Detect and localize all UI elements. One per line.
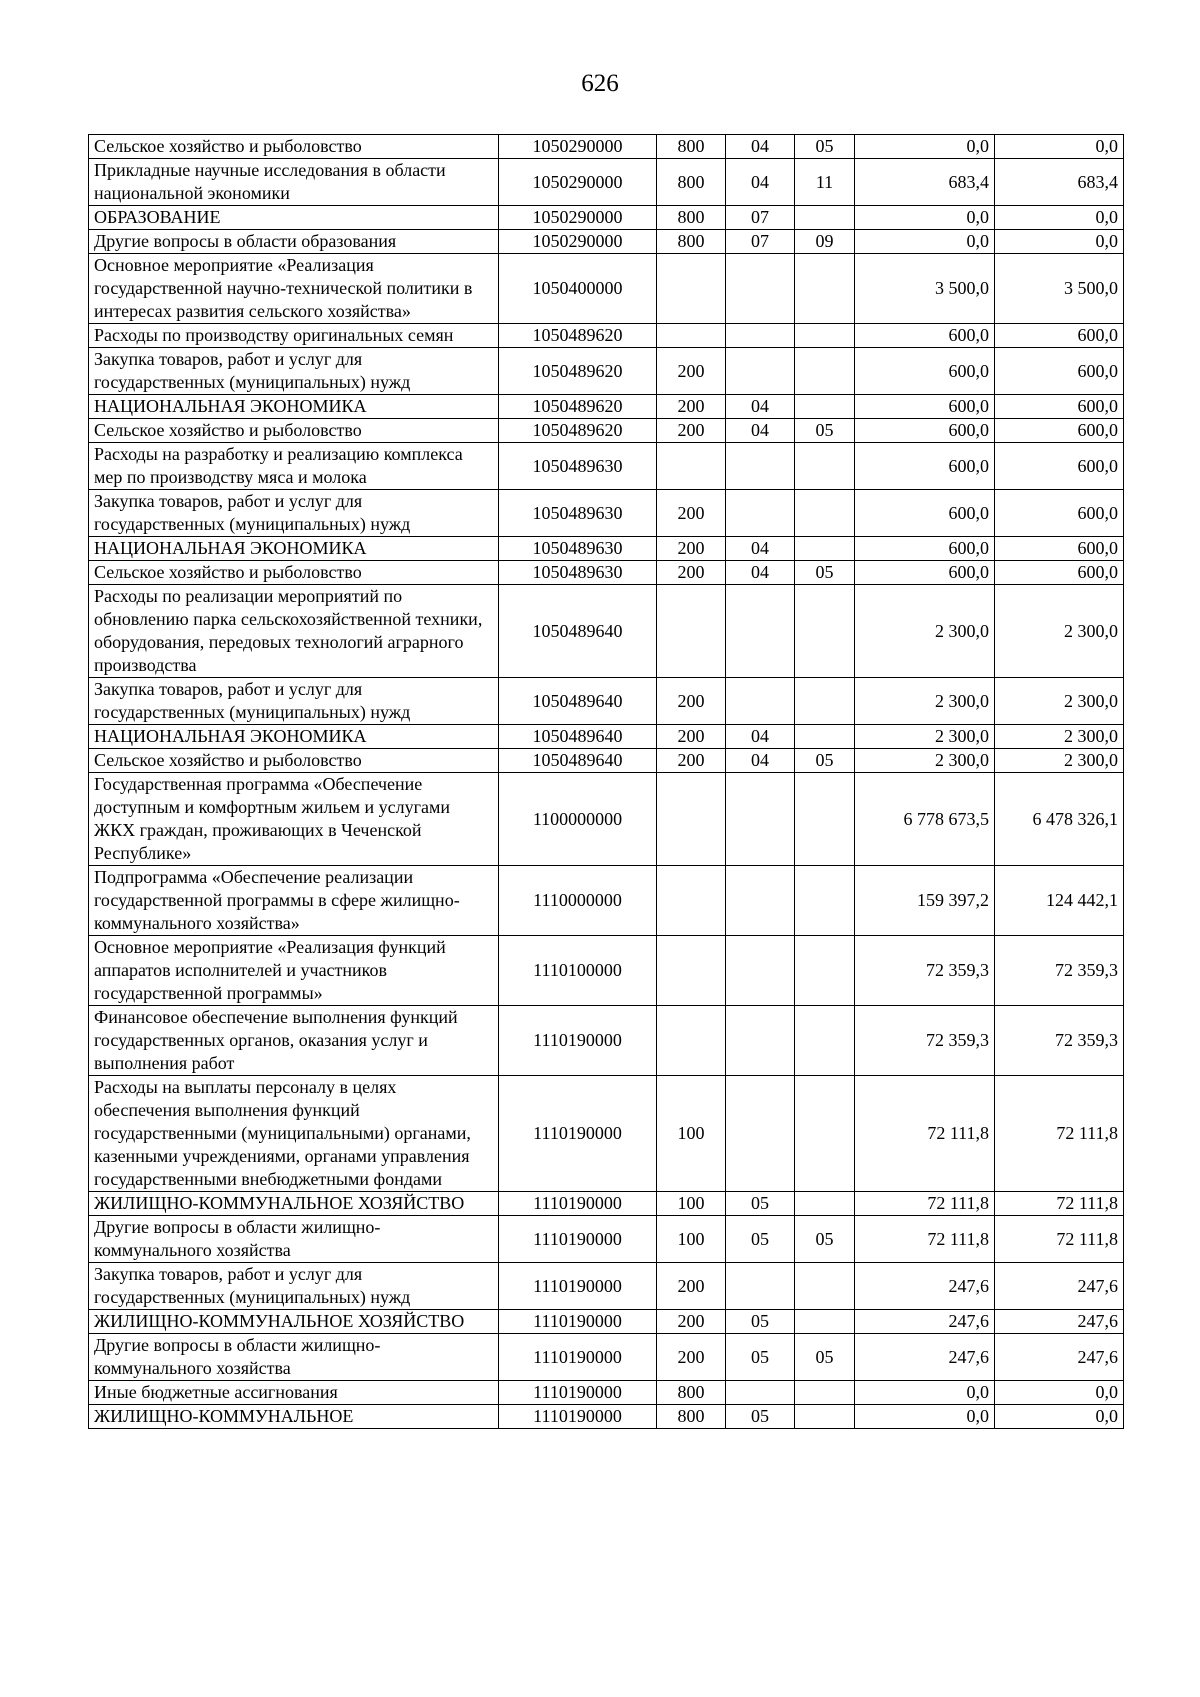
cell-subsection: 05 — [795, 1216, 855, 1263]
table-row — [89, 135, 1124, 159]
cell-section: 07 — [726, 230, 795, 254]
table-row — [89, 678, 1124, 725]
cell-amount-2: 600,0 — [995, 324, 1124, 348]
cell-subsection: 05 — [795, 135, 855, 159]
cell-expense-type — [657, 936, 726, 1006]
cell-amount-1: 72 111,8 — [855, 1076, 995, 1192]
cell-amount-2: 600,0 — [995, 395, 1124, 419]
cell-subsection — [795, 1076, 855, 1192]
cell-name: НАЦИОНАЛЬНАЯ ЭКОНОМИКА — [89, 537, 499, 561]
cell-target-code: 1050489630 — [499, 490, 657, 537]
cell-expense-type — [657, 773, 726, 866]
table-row — [89, 773, 1124, 866]
cell-subsection — [795, 1192, 855, 1216]
cell-amount-1: 72 111,8 — [855, 1192, 995, 1216]
cell-expense-type — [657, 866, 726, 936]
table-row — [89, 936, 1124, 1006]
cell-section — [726, 1263, 795, 1310]
table-row — [89, 348, 1124, 395]
cell-amount-2: 72 359,3 — [995, 936, 1124, 1006]
cell-section — [726, 254, 795, 324]
cell-name: Другие вопросы в области образования — [89, 230, 499, 254]
cell-expense-type: 800 — [657, 230, 726, 254]
cell-amount-2: 247,6 — [995, 1310, 1124, 1334]
cell-target-code: 1050489620 — [499, 348, 657, 395]
cell-name: Расходы на разработку и реализацию комплекса мер по производству мяса и молока — [89, 443, 499, 490]
cell-subsection: 05 — [795, 1334, 855, 1381]
cell-subsection — [795, 206, 855, 230]
cell-subsection — [795, 1310, 855, 1334]
cell-section — [726, 1381, 795, 1405]
cell-amount-2: 0,0 — [995, 135, 1124, 159]
cell-target-code: 1050489620 — [499, 395, 657, 419]
cell-subsection: 05 — [795, 419, 855, 443]
cell-amount-1: 72 359,3 — [855, 1006, 995, 1076]
table-row — [89, 254, 1124, 324]
cell-expense-type: 200 — [657, 749, 726, 773]
cell-amount-1: 72 111,8 — [855, 1216, 995, 1263]
cell-expense-type: 200 — [657, 725, 726, 749]
cell-amount-2: 600,0 — [995, 348, 1124, 395]
cell-name: Финансовое обеспечение выполнения функций государственных органов, оказания услуг и выполнения работ — [89, 1006, 499, 1076]
cell-subsection — [795, 348, 855, 395]
cell-amount-1: 3 500,0 — [855, 254, 995, 324]
cell-name: Другие вопросы в области жилищно-коммунального хозяйства — [89, 1334, 499, 1381]
cell-amount-2: 6 478 326,1 — [995, 773, 1124, 866]
cell-subsection: 11 — [795, 159, 855, 206]
cell-expense-type: 800 — [657, 1381, 726, 1405]
cell-amount-2: 0,0 — [995, 230, 1124, 254]
cell-section — [726, 348, 795, 395]
cell-amount-1: 0,0 — [855, 1381, 995, 1405]
table-row — [89, 585, 1124, 678]
cell-target-code: 1110190000 — [499, 1006, 657, 1076]
cell-subsection — [795, 254, 855, 324]
cell-expense-type: 200 — [657, 1263, 726, 1310]
cell-amount-1: 0,0 — [855, 206, 995, 230]
cell-expense-type: 100 — [657, 1192, 726, 1216]
cell-name: НАЦИОНАЛЬНАЯ ЭКОНОМИКА — [89, 395, 499, 419]
cell-amount-2: 0,0 — [995, 206, 1124, 230]
cell-target-code: 1100000000 — [499, 773, 657, 866]
cell-target-code: 1050400000 — [499, 254, 657, 324]
table-body — [89, 135, 1124, 1429]
cell-section — [726, 773, 795, 866]
cell-amount-1: 2 300,0 — [855, 725, 995, 749]
table-row — [89, 159, 1124, 206]
cell-name: Иные бюджетные ассигнования — [89, 1381, 499, 1405]
cell-name: НАЦИОНАЛЬНАЯ ЭКОНОМИКА — [89, 725, 499, 749]
cell-amount-2: 247,6 — [995, 1263, 1124, 1310]
table-row — [89, 419, 1124, 443]
cell-amount-2: 72 111,8 — [995, 1076, 1124, 1192]
cell-amount-1: 72 359,3 — [855, 936, 995, 1006]
table-row — [89, 537, 1124, 561]
cell-amount-1: 247,6 — [855, 1334, 995, 1381]
cell-amount-1: 600,0 — [855, 395, 995, 419]
cell-amount-1: 683,4 — [855, 159, 995, 206]
cell-name: Сельское хозяйство и рыболовство — [89, 135, 499, 159]
cell-amount-2: 0,0 — [995, 1381, 1124, 1405]
cell-subsection — [795, 725, 855, 749]
cell-target-code: 1110190000 — [499, 1076, 657, 1192]
cell-amount-2: 600,0 — [995, 443, 1124, 490]
cell-subsection — [795, 678, 855, 725]
cell-subsection — [795, 537, 855, 561]
cell-subsection: 09 — [795, 230, 855, 254]
table-row — [89, 395, 1124, 419]
cell-section — [726, 1006, 795, 1076]
table-row — [89, 324, 1124, 348]
cell-name: Закупка товаров, работ и услуг для государственных (муниципальных) нужд — [89, 1263, 499, 1310]
cell-target-code: 1050489640 — [499, 749, 657, 773]
cell-amount-1: 0,0 — [855, 1405, 995, 1429]
cell-section: 04 — [726, 419, 795, 443]
cell-expense-type: 800 — [657, 135, 726, 159]
cell-subsection — [795, 585, 855, 678]
cell-amount-2: 2 300,0 — [995, 749, 1124, 773]
cell-expense-type — [657, 443, 726, 490]
table-row — [89, 749, 1124, 773]
cell-amount-1: 600,0 — [855, 537, 995, 561]
cell-section: 04 — [726, 537, 795, 561]
table-row — [89, 725, 1124, 749]
cell-section — [726, 585, 795, 678]
cell-name: Закупка товаров, работ и услуг для государственных (муниципальных) нужд — [89, 348, 499, 395]
cell-target-code: 1050489630 — [499, 537, 657, 561]
cell-target-code: 1050489620 — [499, 419, 657, 443]
cell-subsection — [795, 1405, 855, 1429]
table-row — [89, 1216, 1124, 1263]
cell-name: Сельское хозяйство и рыболовство — [89, 419, 499, 443]
cell-name: Закупка товаров, работ и услуг для государственных (муниципальных) нужд — [89, 678, 499, 725]
cell-name: Расходы на выплаты персоналу в целях обеспечения выполнения функций государственными (муниципальными) органами, казенными учреждениями, органами управления государственными внебюджетными фондами — [89, 1076, 499, 1192]
cell-section — [726, 936, 795, 1006]
cell-amount-2: 72 111,8 — [995, 1192, 1124, 1216]
cell-amount-2: 3 500,0 — [995, 254, 1124, 324]
cell-section: 05 — [726, 1334, 795, 1381]
cell-expense-type: 200 — [657, 561, 726, 585]
cell-expense-type: 200 — [657, 348, 726, 395]
cell-subsection — [795, 866, 855, 936]
table-row — [89, 206, 1124, 230]
cell-target-code: 1050489640 — [499, 585, 657, 678]
cell-expense-type: 100 — [657, 1216, 726, 1263]
cell-target-code: 1110190000 — [499, 1216, 657, 1263]
cell-amount-2: 600,0 — [995, 537, 1124, 561]
cell-subsection — [795, 936, 855, 1006]
cell-expense-type: 200 — [657, 419, 726, 443]
cell-section: 05 — [726, 1192, 795, 1216]
cell-amount-2: 247,6 — [995, 1334, 1124, 1381]
cell-name: ЖИЛИЩНО-КОММУНАЛЬНОЕ ХОЗЯЙСТВО — [89, 1310, 499, 1334]
cell-subsection — [795, 1263, 855, 1310]
cell-target-code: 1050489640 — [499, 678, 657, 725]
cell-section: 04 — [726, 135, 795, 159]
cell-target-code: 1050489640 — [499, 725, 657, 749]
cell-section: 05 — [726, 1405, 795, 1429]
cell-target-code: 1110190000 — [499, 1263, 657, 1310]
table-row — [89, 1310, 1124, 1334]
cell-name: Подпрограмма «Обеспечение реализации государственной программы в сфере жилищно-коммунального хозяйства» — [89, 866, 499, 936]
cell-section — [726, 490, 795, 537]
cell-expense-type: 200 — [657, 1310, 726, 1334]
cell-amount-1: 600,0 — [855, 443, 995, 490]
table-row — [89, 230, 1124, 254]
cell-section — [726, 866, 795, 936]
cell-expense-type — [657, 585, 726, 678]
cell-amount-1: 0,0 — [855, 230, 995, 254]
cell-section: 04 — [726, 749, 795, 773]
cell-target-code: 1050489620 — [499, 324, 657, 348]
cell-amount-2: 0,0 — [995, 1405, 1124, 1429]
cell-target-code: 1110190000 — [499, 1334, 657, 1381]
table-row — [89, 866, 1124, 936]
cell-name: Расходы по производству оригинальных семян — [89, 324, 499, 348]
cell-target-code: 1110190000 — [499, 1381, 657, 1405]
cell-amount-2: 72 359,3 — [995, 1006, 1124, 1076]
cell-target-code: 1050290000 — [499, 135, 657, 159]
cell-target-code: 1110190000 — [499, 1192, 657, 1216]
cell-name: ЖИЛИЩНО-КОММУНАЛЬНОЕ — [89, 1405, 499, 1429]
cell-expense-type: 800 — [657, 159, 726, 206]
cell-amount-2: 600,0 — [995, 419, 1124, 443]
cell-section — [726, 678, 795, 725]
cell-expense-type: 800 — [657, 1405, 726, 1429]
cell-amount-1: 247,6 — [855, 1263, 995, 1310]
table-row — [89, 1334, 1124, 1381]
cell-target-code: 1110190000 — [499, 1405, 657, 1429]
cell-name: Государственная программа «Обеспечение доступным и комфортным жильем и услугами ЖКХ граждан, проживающих в Чеченской Республике» — [89, 773, 499, 866]
cell-subsection — [795, 443, 855, 490]
cell-name: ОБРАЗОВАНИЕ — [89, 206, 499, 230]
cell-subsection: 05 — [795, 561, 855, 585]
cell-subsection: 05 — [795, 749, 855, 773]
cell-target-code: 1110190000 — [499, 1310, 657, 1334]
cell-expense-type — [657, 254, 726, 324]
budget-table — [88, 134, 1124, 1429]
table-row — [89, 1006, 1124, 1076]
cell-subsection — [795, 395, 855, 419]
cell-amount-1: 247,6 — [855, 1310, 995, 1334]
cell-section: 07 — [726, 206, 795, 230]
cell-amount-1: 600,0 — [855, 348, 995, 395]
cell-subsection — [795, 490, 855, 537]
table-row — [89, 1381, 1124, 1405]
cell-section: 04 — [726, 159, 795, 206]
cell-amount-1: 2 300,0 — [855, 585, 995, 678]
cell-name: Основное мероприятие «Реализация государственной научно-технической политики в интересах развития сельского хозяйства» — [89, 254, 499, 324]
cell-section: 04 — [726, 725, 795, 749]
cell-expense-type: 200 — [657, 537, 726, 561]
table-row — [89, 443, 1124, 490]
table-row — [89, 1405, 1124, 1429]
cell-expense-type: 200 — [657, 490, 726, 537]
cell-section — [726, 443, 795, 490]
cell-name: Сельское хозяйство и рыболовство — [89, 561, 499, 585]
cell-amount-2: 2 300,0 — [995, 678, 1124, 725]
table-row — [89, 490, 1124, 537]
cell-amount-1: 0,0 — [855, 135, 995, 159]
cell-expense-type — [657, 1006, 726, 1076]
cell-subsection — [795, 773, 855, 866]
cell-target-code: 1050489630 — [499, 443, 657, 490]
table-row — [89, 561, 1124, 585]
cell-amount-1: 159 397,2 — [855, 866, 995, 936]
cell-name: Основное мероприятие «Реализация функций аппаратов исполнителей и участников государственной программы» — [89, 936, 499, 1006]
cell-expense-type: 200 — [657, 678, 726, 725]
cell-target-code: 1050489630 — [499, 561, 657, 585]
cell-section: 05 — [726, 1216, 795, 1263]
cell-name: Расходы по реализации мероприятий по обновлению парка сельскохозяйственной техники, оборудования, передовых технологий аграрного производства — [89, 585, 499, 678]
cell-name: Другие вопросы в области жилищно-коммунального хозяйства — [89, 1216, 499, 1263]
cell-section: 05 — [726, 1310, 795, 1334]
cell-amount-2: 72 111,8 — [995, 1216, 1124, 1263]
cell-expense-type: 200 — [657, 1334, 726, 1381]
cell-target-code: 1050290000 — [499, 230, 657, 254]
cell-name: Сельское хозяйство и рыболовство — [89, 749, 499, 773]
cell-subsection — [795, 1006, 855, 1076]
cell-amount-1: 600,0 — [855, 561, 995, 585]
cell-amount-2: 683,4 — [995, 159, 1124, 206]
cell-subsection — [795, 1381, 855, 1405]
cell-name: Прикладные научные исследования в области национальной экономики — [89, 159, 499, 206]
cell-section — [726, 324, 795, 348]
table-row — [89, 1076, 1124, 1192]
cell-amount-2: 2 300,0 — [995, 725, 1124, 749]
table-row — [89, 1192, 1124, 1216]
cell-amount-2: 600,0 — [995, 561, 1124, 585]
cell-amount-2: 124 442,1 — [995, 866, 1124, 936]
cell-amount-1: 600,0 — [855, 324, 995, 348]
page-number: 626 — [581, 70, 619, 97]
cell-subsection — [795, 324, 855, 348]
cell-target-code: 1110000000 — [499, 866, 657, 936]
cell-amount-1: 600,0 — [855, 419, 995, 443]
cell-section: 04 — [726, 561, 795, 585]
cell-target-code: 1110100000 — [499, 936, 657, 1006]
table-row — [89, 1263, 1124, 1310]
cell-expense-type: 200 — [657, 395, 726, 419]
cell-expense-type — [657, 324, 726, 348]
cell-amount-1: 2 300,0 — [855, 749, 995, 773]
cell-amount-2: 2 300,0 — [995, 585, 1124, 678]
cell-expense-type: 100 — [657, 1076, 726, 1192]
cell-amount-1: 2 300,0 — [855, 678, 995, 725]
cell-target-code: 1050290000 — [499, 159, 657, 206]
cell-target-code: 1050290000 — [499, 206, 657, 230]
cell-section: 04 — [726, 395, 795, 419]
cell-amount-1: 6 778 673,5 — [855, 773, 995, 866]
cell-name: ЖИЛИЩНО-КОММУНАЛЬНОЕ ХОЗЯЙСТВО — [89, 1192, 499, 1216]
cell-amount-1: 600,0 — [855, 490, 995, 537]
cell-section — [726, 1076, 795, 1192]
cell-amount-2: 600,0 — [995, 490, 1124, 537]
cell-expense-type: 800 — [657, 206, 726, 230]
cell-name: Закупка товаров, работ и услуг для государственных (муниципальных) нужд — [89, 490, 499, 537]
